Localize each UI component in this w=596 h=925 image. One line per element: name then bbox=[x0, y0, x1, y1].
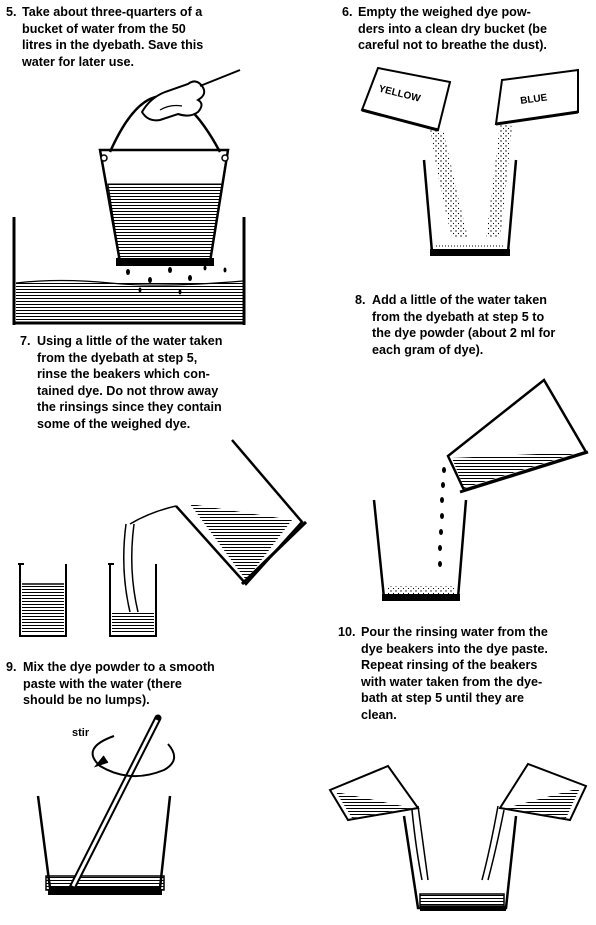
step-7-line: Using a little of the water taken bbox=[37, 334, 223, 348]
blue-label: BLUE bbox=[519, 92, 549, 108]
step-6-line: Empty the weighed dye pow- bbox=[358, 5, 531, 19]
step-5-number: 5. bbox=[6, 5, 17, 19]
stirring-rod-icon bbox=[72, 718, 158, 888]
dye-powder-stream bbox=[430, 124, 512, 238]
step-8-line: from the dyebath at step 5 to bbox=[372, 309, 545, 324]
step-7-line: tained dye. Do not throw away bbox=[37, 383, 219, 398]
yellow-label: YELLOW bbox=[377, 83, 422, 105]
step-9-line: should be no lumps). bbox=[23, 693, 150, 708]
step-6-line: ders into a clean dry bucket (be bbox=[358, 21, 547, 36]
step-9-line: paste with the water (there bbox=[23, 676, 182, 691]
step-10-line: with water taken from the dye- bbox=[361, 674, 543, 689]
step-5-line: bucket of water from the 50 bbox=[22, 21, 186, 36]
pouring-beaker-icon bbox=[130, 440, 306, 584]
step-10-line: Pour the rinsing water from the bbox=[361, 625, 548, 639]
dye-bucket-step8-icon bbox=[374, 500, 466, 601]
step-7-number: 7. bbox=[20, 334, 31, 348]
step-7-line: some of the weighed dye. bbox=[37, 416, 191, 431]
step-9-line: Mix the dye powder to a smooth bbox=[23, 660, 215, 674]
step-8-line: Add a little of the water taken bbox=[372, 293, 547, 307]
beaker-left-icon bbox=[18, 564, 66, 636]
bucket-icon bbox=[100, 96, 228, 266]
step-8-line: the dye powder (about 2 ml for bbox=[372, 326, 556, 341]
pouring-beaker-step8-icon bbox=[448, 380, 588, 492]
step-8-line: each gram of dye). bbox=[372, 342, 484, 357]
step-5-line: water for later use. bbox=[22, 54, 134, 69]
water-drops-stream bbox=[438, 467, 446, 567]
step-10-line: dye beakers into the dye paste. bbox=[361, 641, 548, 656]
step-7-line: the rinsings since they contain bbox=[37, 400, 222, 415]
step-6-number: 6. bbox=[342, 5, 353, 19]
step-10-line: bath at step 5 until they are bbox=[361, 691, 525, 706]
step-5-line: litres in the dyebath. Save this bbox=[22, 38, 204, 53]
step-9-number: 9. bbox=[6, 660, 17, 674]
yellow-dye-packet bbox=[362, 68, 450, 130]
step-7-line: rinse the beakers which con- bbox=[37, 367, 210, 382]
step-10-number: 10. bbox=[338, 625, 356, 639]
blue-dye-packet bbox=[496, 70, 578, 124]
step-10-line: clean. bbox=[361, 707, 397, 722]
stir-bucket-icon bbox=[38, 796, 170, 895]
stir-label: stir bbox=[72, 727, 90, 739]
step-10-line: Repeat rinsing of the beakers bbox=[361, 658, 538, 673]
rinse-beaker-left-icon bbox=[330, 766, 428, 880]
hand-icon bbox=[142, 70, 240, 120]
rinse-beaker-right-icon bbox=[482, 764, 586, 880]
step-6-line: careful not to breathe the dust). bbox=[358, 38, 547, 53]
step-5-line: Take about three-quarters of a bbox=[22, 5, 203, 19]
beaker-right-icon bbox=[108, 524, 156, 636]
step-7-line: from the dyebath at step 5, bbox=[37, 350, 198, 365]
step-8-number: 8. bbox=[355, 293, 366, 307]
